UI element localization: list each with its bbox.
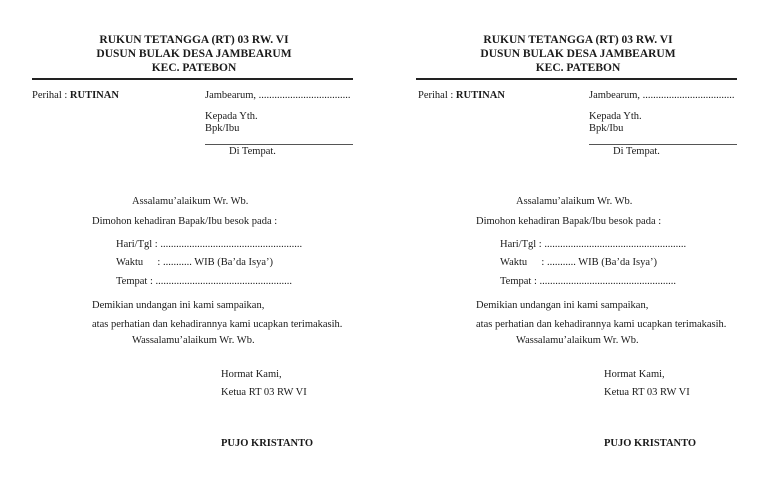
recipient-label: Bpk/Ibu: [589, 123, 624, 134]
header-line-1: RUKUN TETANGGA (RT) 03 RW. VI: [483, 34, 673, 46]
kepada-yth: Kepada Yth.: [205, 111, 258, 122]
di-tempat: Di Tempat.: [229, 146, 276, 157]
perihal-label: Perihal :: [32, 90, 68, 101]
intro-text: Dimohon kehadiran Bapak/Ibu besok pada :: [92, 216, 278, 227]
header-line-2: DUSUN BULAK DESA JAMBEARUM: [96, 48, 292, 60]
signer-title: Ketua RT 03 RW VI: [604, 387, 690, 398]
recipient-line: [589, 144, 737, 145]
header-rule: [416, 78, 737, 80]
recipient-label: Bpk/Ibu: [205, 123, 240, 134]
perihal-value: RUTINAN: [455, 90, 505, 101]
header-line-3: KEC. PATEBON: [151, 62, 237, 74]
recipient-line: [205, 144, 353, 145]
waktu-value: : ........... WIB (Ba’da Isya’): [157, 257, 273, 268]
waktu-label: Waktu: [500, 257, 528, 268]
intro-text: Dimohon kehadiran Bapak/Ibu besok pada :: [476, 216, 662, 227]
hormat-kami: Hormat Kami,: [221, 369, 282, 380]
signer-name: PUJO KRISTANTO: [221, 438, 314, 449]
header-rule: [32, 78, 353, 80]
waktu-value: : ........... WIB (Ba’da Isya’): [541, 257, 657, 268]
hormat-kami: Hormat Kami,: [604, 369, 665, 380]
header-line-1: RUKUN TETANGGA (RT) 03 RW. VI: [99, 34, 289, 46]
hari-tgl-line: Hari/Tgl : ......................................................: [500, 239, 687, 250]
closing-greeting: Wassalamu’alaikum Wr. Wb.: [516, 335, 639, 346]
signer-name: PUJO KRISTANTO: [604, 438, 697, 449]
opening-greeting: Assalamu’alaikum Wr. Wb.: [516, 196, 633, 207]
perihal-value: RUTINAN: [69, 90, 119, 101]
closing-line-2: atas perhatian dan kehadirannya kami ucapkan terimakasih.: [92, 319, 343, 330]
header-line-3: KEC. PATEBON: [535, 62, 621, 74]
signer-title: Ketua RT 03 RW VI: [221, 387, 307, 398]
closing-line-1: Demikian undangan ini kami sampaikan,: [476, 300, 649, 311]
perihal-line: [32, 90, 119, 101]
perihal-line: [418, 90, 505, 101]
opening-greeting: Assalamu’alaikum Wr. Wb.: [132, 196, 249, 207]
tempat-line: Tempat : ....................................................: [116, 276, 293, 287]
waktu-line: [116, 257, 273, 268]
place-date: Jambearum, ...................................: [205, 90, 351, 101]
closing-greeting: Wassalamu’alaikum Wr. Wb.: [132, 335, 255, 346]
hari-tgl-line: Hari/Tgl : ......................................................: [116, 239, 303, 250]
waktu-line: [500, 257, 657, 268]
waktu-label: Waktu: [116, 257, 144, 268]
tempat-line: Tempat : ....................................................: [500, 276, 677, 287]
closing-line-2: atas perhatian dan kehadirannya kami ucapkan terimakasih.: [476, 319, 727, 330]
closing-line-1: Demikian undangan ini kami sampaikan,: [92, 300, 265, 311]
invitation-letter-right: [384, 0, 768, 503]
place-date: Jambearum, ...................................: [589, 90, 735, 101]
header-line-2: DUSUN BULAK DESA JAMBEARUM: [480, 48, 676, 60]
di-tempat: Di Tempat.: [613, 146, 660, 157]
kepada-yth: Kepada Yth.: [589, 111, 642, 122]
perihal-label: Perihal :: [418, 90, 454, 101]
